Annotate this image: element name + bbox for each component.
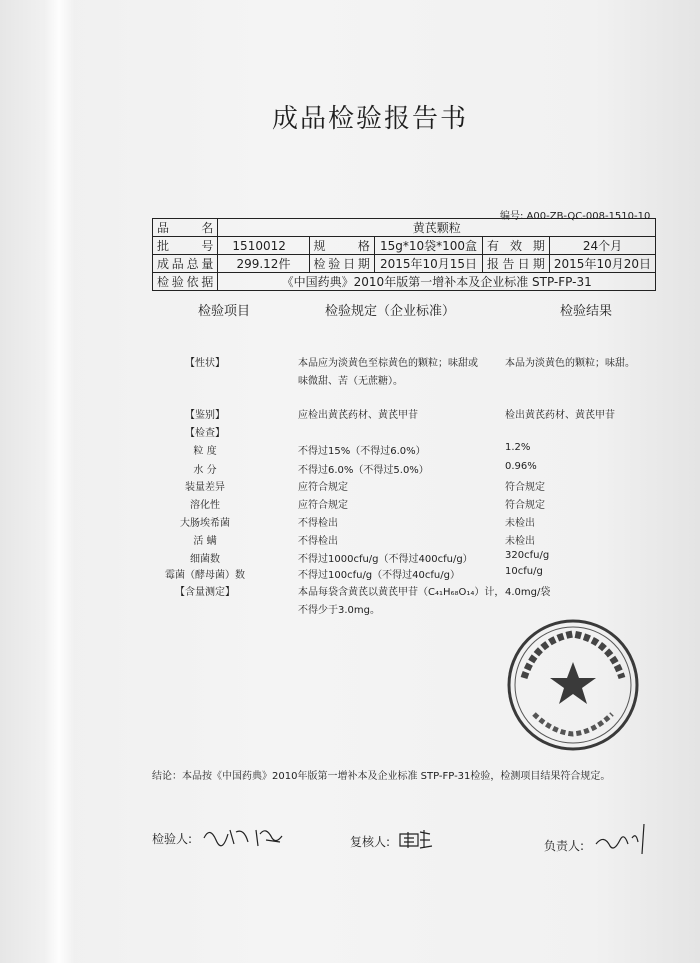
item-result: 符合规定 [505,482,545,493]
item-name: 水 分 [193,465,217,476]
item-name: 装量差异 [185,482,225,493]
scan-fold-shadow [44,0,74,963]
column-header-result: 检验结果 [560,304,613,319]
quantity-value: 299.12件 [218,255,309,273]
responsible-label: 负责人: [544,839,585,853]
item-requirement: 味微甜、苦（无蔗糖）。 [298,376,403,387]
inspect-date-label: 检验日期 [309,255,374,273]
item-result: 0.96% [505,461,537,472]
item-requirement: 应检出黄芪药材、黄芪甲苷 [298,410,418,421]
item-name: 大肠埃希菌 [180,518,230,529]
batch-value: 1510012 [218,237,309,255]
reviewer-signature [396,826,436,852]
product-value: 黄芪颗粒 [218,219,656,237]
inspector-label: 检验人: [152,832,193,846]
item-result: 未检出 [505,518,535,529]
item-requirement: 不得过15%（不得过6.0%） [298,446,426,457]
item-result: 10cfu/g [505,566,543,577]
item-requirement: 不得过1000cfu/g（不得过400cfu/g） [298,554,473,565]
item-name: 活 螨 [193,536,217,547]
inspector-signature [200,822,290,852]
item-name: 【含量测定】 [175,587,235,598]
report-title: 成品检验报告书 [271,104,468,134]
company-seal-stamp [506,618,640,752]
item-name: 粒 度 [193,446,217,457]
item-result: 1.2% [505,442,531,453]
item-result: 未检出 [505,536,535,547]
spec-label: 规 格 [309,237,374,255]
spec-value: 15g*10袋*100盒 [374,237,482,255]
item-name: 【检查】 [185,428,225,439]
item-name: 溶化性 [190,500,220,511]
item-result: 符合规定 [505,500,545,511]
item-requirement: 应符合规定 [298,482,348,493]
item-result: 4.0mg/袋 [505,587,551,598]
validity-label: 有效期 [483,237,550,255]
item-requirement: 本品每袋含黄芪以黄芪甲苷（C₄₁H₆₈O₁₄）计， [298,587,505,598]
item-requirement: 不得少于3.0mg。 [298,605,380,616]
basis-value: 《中国药典》2010年版第一增补本及企业标准 STP-FP-31 [218,273,656,291]
basis-label: 检验依据 [153,273,218,291]
item-requirement: 本品应为淡黄色至棕黄色的颗粒；味甜或 [298,358,478,369]
item-result: 检出黄芪药材、黄芪甲苷 [505,410,615,421]
reviewer-label: 复核人: [350,835,391,849]
item-name: 细菌数 [190,554,220,565]
inspect-date-value: 2015年10月15日 [374,255,482,273]
item-requirement: 不得过6.0%（不得过5.0%） [298,465,429,476]
column-header-item: 检验项目 [198,304,251,319]
conclusion: 结论：本品按《中国药典》2010年版第一增补本及企业标准 STP-FP-31检验，检测项目结果符合规定。 [152,771,611,782]
product-label: 品 名 [153,219,218,237]
report-date-label: 报告日期 [483,255,550,273]
item-requirement: 应符合规定 [298,500,348,511]
item-name: 霉菌（酵母菌）数 [165,570,245,581]
validity-value: 24个月 [549,237,655,255]
item-result: 本品为淡黄色的颗粒；味甜。 [505,358,635,369]
document-number: 编号: A00-ZB-QC-008-1510-10 [500,211,651,222]
column-header-requirement: 检验规定（企业标准） [325,304,456,319]
batch-label: 批 号 [153,237,218,255]
quantity-label: 成品总量 [153,255,218,273]
item-result: 320cfu/g [505,550,550,561]
report-date-value: 2015年10月20日 [549,255,655,273]
item-requirement: 不得检出 [298,536,338,547]
item-requirement: 不得过100cfu/g（不得过40cfu/g） [298,570,460,581]
item-name: 【鉴别】 [185,410,225,421]
item-requirement: 不得检出 [298,518,338,529]
item-name: 【性状】 [185,358,225,369]
product-info-table [152,218,656,291]
responsible-signature [592,818,652,858]
